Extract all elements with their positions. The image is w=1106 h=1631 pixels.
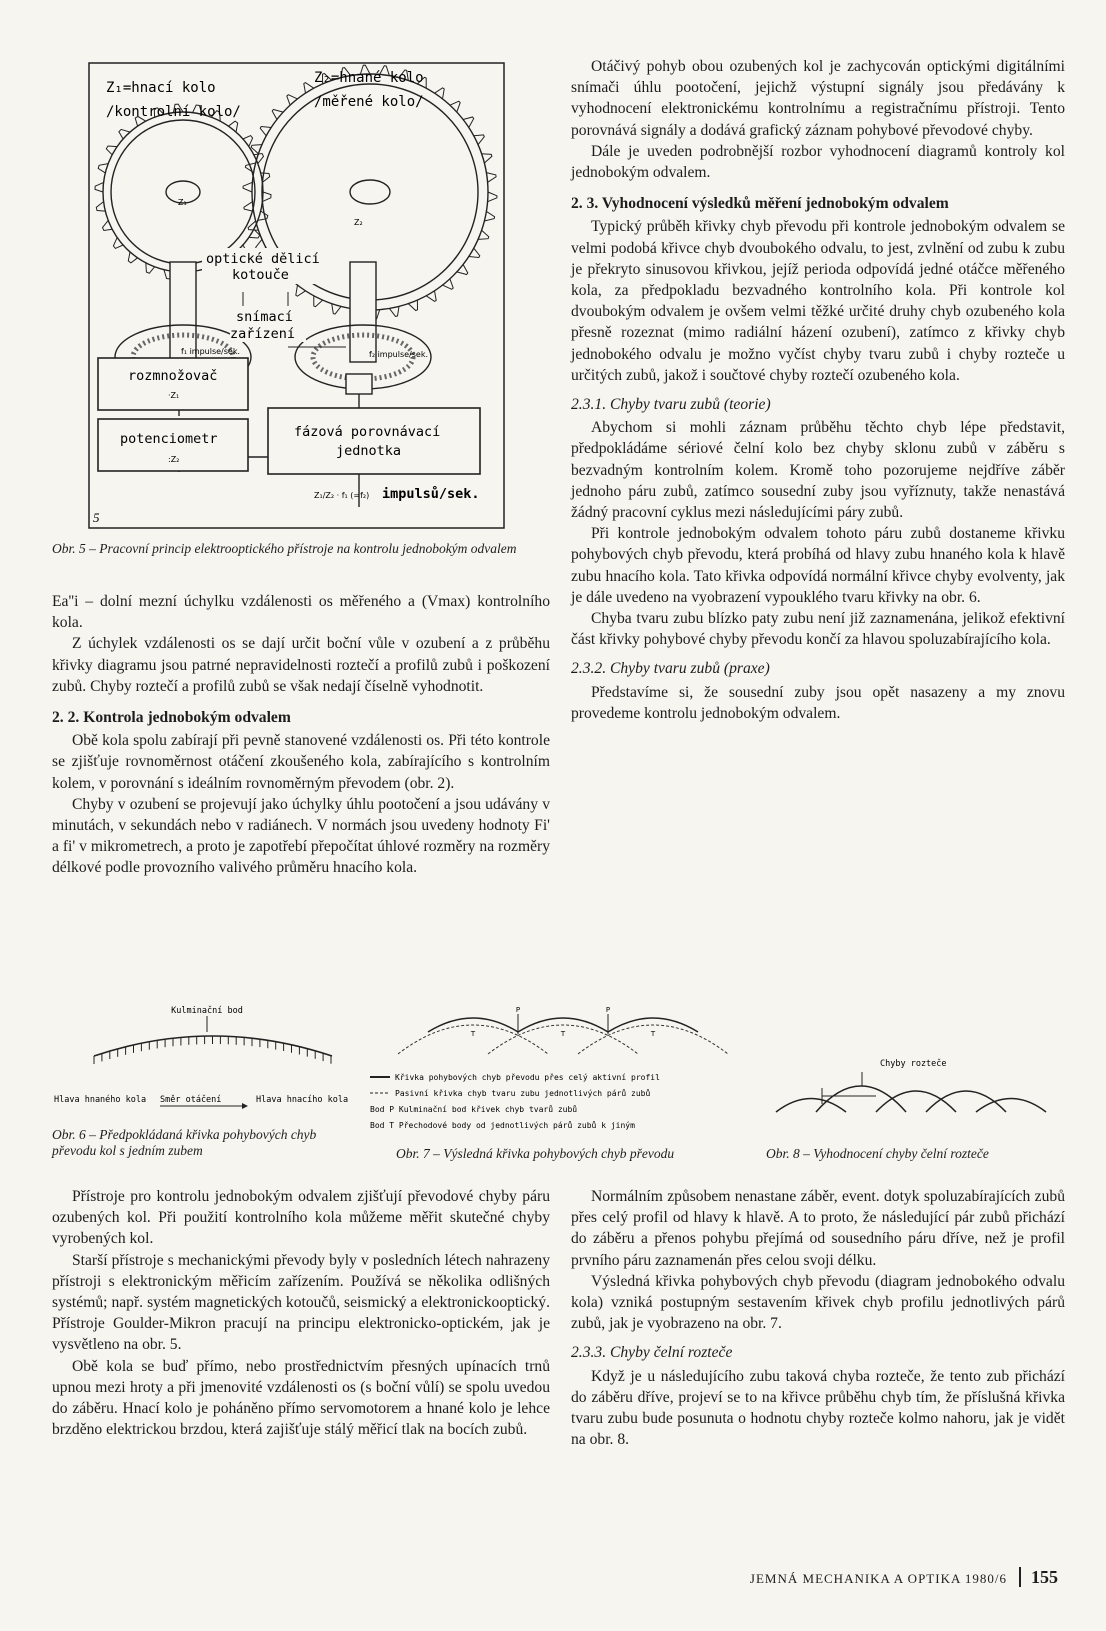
left-column-lower <box>52 1186 550 1440</box>
legend-item: Bod P Kulminační bod křivek chyb tvarů zubů <box>370 1105 578 1114</box>
gear-tooth <box>95 182 104 192</box>
right-column-lower <box>571 1186 1065 1450</box>
legend-item: Pasivní křivka chyb tvaru zubu jednotlivých párů zubů <box>395 1089 651 1098</box>
paragraph: Otáčivý pohyb obou ozubených kol je zachycován optickými digitálními snímači úhlu pootočení, jejichž výstupní signály jsou předávány k vyhodnocení elektronickému kontrolnímu a registračnímu přístroji. Tento porovnává signály a dodává grafický záznam pohybové převodové chyby. <box>571 58 1065 139</box>
page-footer <box>750 1567 1058 1588</box>
legend-item: Bod T Přechodové body od jednotlivých párů zubů k jiným <box>370 1121 635 1130</box>
figure-8-drawing <box>766 1050 1066 1146</box>
figure-8-caption: Obr. 8 – Vyhodnocení chyby čelní rozteče <box>766 1146 989 1161</box>
figure-6-caption: Obr. 6 – Předpokládaná křivka pohybových chyb převodu kol s jedním zubem <box>52 1127 317 1158</box>
driven-head-label: Hlava hnaného kola <box>54 1095 147 1105</box>
pitch-error-label: Chyby rozteče <box>880 1059 947 1069</box>
paragraph: Abychom si mohli záznam průběhu těchto chyb lépe představit, předpokládáme sériové čelní kolo bez chyby sklonu zubů v záběru s bezvadným kontrolním kolem. Kromě toho pozorujeme nejdříve záběr jednoho páru zubů, zatímco sousední zuby jsou vyříznuty, takže nenastává žádný pracovní cyklus mezi následujícími páry zubů. <box>571 419 1065 522</box>
gear-tooth <box>243 182 252 192</box>
potentiometer-sub: :Z₂ <box>168 455 180 464</box>
journal-name: JEMNÁ MECHANIKA A OPTIKA 1980/6 <box>749 1571 1007 1586</box>
paragraph: Obě kola se buď přímo, nebo prostřednictvím přesných upínacích trnů upnou mezi hroty a při jmenovité vzdálenosti os (s boční vůlí) se spolu uvedou do záběru. Hnací kolo je poháněno přímo servomotorem a hnané kolo je lehce brzděno elektrickou brzdou, která zajišťuje stálý měřicí tlak na bocích zubů. <box>52 1357 550 1439</box>
paragraph: Chyby v ozubení se projevují jako úchylky úhlu pootočení a jsou udávány v minutách, v sekundách nebo v radiánech. V normách jsou uvedeny hodnoty Fi' a fi' v mikrometrech, a proto je zapotřebí přepočítat úhlové rozměry na rozměry délkové podle provozního valivého průměru hnacího kola. <box>52 795 550 877</box>
figure-7-caption: Obr. 7 – Výsledná křivka pohybových chyb převodu <box>396 1146 675 1161</box>
figure-number: 5 <box>93 510 100 525</box>
rotation-direction-label: Směr otáčení <box>160 1095 222 1105</box>
left-column-upper <box>52 591 550 879</box>
figure-5 <box>88 62 506 530</box>
legend-item: Křivka pohybových chyb převodu přes celý aktivní profil <box>395 1073 660 1082</box>
gear1-label: Z₁ <box>178 198 187 207</box>
paragraph: Normálním způsobem nenastane záběr, event. dotyk spoluzabírajících zubů přes celý profil od hlavy k hlavě. A to proto, že následující pár zubů přichází do záběru a přenos pohybu přejímá od sousedního páru dříve, než je profil prvního páru zaznamenán přes celou svoji délku. <box>571 1188 1065 1269</box>
paragraph: Představíme si, že sousední zuby jsou opět nasazeny a my znovu provedeme kontrolu jednobokým odvalem. <box>571 683 1065 722</box>
f2-pulses: f₂ impulse/sek. <box>369 350 429 359</box>
paragraph: Výsledná křivka pohybových chyb převodu (diagram jednobokého odvalu kola) vzniká postupným sestavením křivek chyb profilu jednotlivých párů zubů, jak je vyobrazeno na obr. 7. <box>571 1272 1065 1333</box>
ea-definition: Ea''i – dolní mezní úchylku vzdálenosti os měřeného a (Vmax) kontrolního kola. <box>52 593 550 632</box>
point-p-label: P <box>515 1006 521 1014</box>
driving-head-label: Hlava hnacího kola <box>256 1095 349 1105</box>
section-heading-2-3: 2. 3. Vyhodnocení výsledků měření jednobokým odvalem <box>571 195 949 213</box>
section-heading-2-3-1: 2.3.1. Chyby tvaru zubů (teorie) <box>571 396 771 414</box>
optical-disks-label-2: kotouče <box>232 267 289 283</box>
f1-pulses: f₁ impulse/sek. <box>181 347 241 356</box>
figure-8 <box>766 1050 1066 1146</box>
gear-tooth <box>106 146 117 155</box>
multiplier-label: rozmnožovač <box>128 368 218 384</box>
sensing-label: snímací <box>236 309 293 325</box>
point-t-label: T <box>560 1030 566 1038</box>
phase-unit-label-2: jednotka <box>336 443 402 459</box>
figure-5-caption: Obr. 5 – Pracovní princip elektrooptického přístroje na kontrolu jednobokým odvalem <box>52 541 517 556</box>
potentiometer-label: potenciometr <box>120 431 218 447</box>
paragraph: Chyba tvaru zubu blízko paty zubu není již zaznamenána, jelikož efektivní část křivky pohybové chyby převodu končí za hlavou spoluzabírajícího kola. <box>571 610 1065 649</box>
figure-7-drawing <box>368 1004 748 1146</box>
z1-label: Z₁=hnací kolo <box>106 80 216 96</box>
culmination-point-label: Kulminační bod <box>171 1006 243 1016</box>
paragraph: Přístroje pro kontrolu jednobokým odvalem zjišťují převodové chyby páru ozubených kol. Při použití kontrolního kola můžeme měřit skutečné chyby vyrobených kol. <box>52 1188 550 1248</box>
gear-tooth <box>488 192 497 202</box>
formula-unit: impulsů/sek. <box>382 486 480 502</box>
paragraph: Starší přístroje s mechanickými převody byly v posledních létech nahrazeny přístroji s elektronickým měřicím zařízením. Používá se několika odlišných systémů; např. systém magnetických kotoučů, seismický a elektronickooptický. Přístroje Goulder-Mikron pracují na principu elektronicko-optickém, jak je vysvětleno na obr. 5. <box>52 1251 550 1354</box>
phase-unit-label: fázová porovnávací <box>294 424 441 440</box>
section-heading-2-3-3: 2.3.3. Chyby čelní rozteče <box>571 1344 733 1362</box>
paragraph: Když je u následujícího zubu taková chyba rozteče, že tento zub přichází do záběru dříve, projeví se to na křivce průběhu chyb tím, že příslušná křivka tvaru zubu bude posunuta o hodnotu chyby rozteče kolmo nahoru, jak je vidět na obr. 8. <box>571 1367 1065 1449</box>
paragraph: Dále je uveden podrobnější rozbor vyhodnocení diagramů kontroly kol jednobokým odvalem. <box>571 142 1065 182</box>
section-heading-2-3-2: 2.3.2. Chyby tvaru zubů (praxe) <box>571 660 770 678</box>
paragraph: Obě kola spolu zabírají při pevně stanovené vzdálenosti os. Při této kontrole se zjišťuje rovnoměrnost otáčení zkoušeného kola, zabírajícího s kontrolním kolem, v porovnání s ideálním rovnoměrným převodem (obr. 2). <box>52 732 550 792</box>
point-p-label: P <box>605 1006 611 1014</box>
point-t-label: T <box>650 1030 656 1038</box>
paragraph: Z úchylek vzdálenosti os se dají určit boční vůle v ozubení a z průběhu křivky diagramu jsou patrné nepravidelnosti roztečí a profilů zubů i poškození zubů. Chyby roztečí a profilů zubů se však nedají číselně vyhodnotit. <box>52 635 550 695</box>
figure-6-drawing <box>52 1004 352 1122</box>
page-number: 155 <box>1019 1567 1058 1587</box>
figure-5-drawing <box>88 62 506 530</box>
figure-6 <box>52 1004 352 1122</box>
sensing-label-2: zařízení <box>230 326 296 342</box>
z1-sublabel: /kontrolní kolo/ <box>106 104 241 120</box>
gear-tooth <box>262 192 271 202</box>
right-column-upper <box>571 56 1065 724</box>
figure-7 <box>368 1004 748 1146</box>
section-heading-2-2: 2. 2. Kontrola jednobokým odvalem <box>52 709 291 727</box>
paragraph: Při kontrole jednobokým odvalem tohoto páru zubů dostaneme křivku pohybových chyb převodu, která probíhá od hlavy zubu hnaného kola k hlavě zubu hnacího kola. Tato křivka odpovídá normální křivce chyby evolventy, jak je dále uvedeno na vyobrazení vypouklého tvaru křivky na obr. 6. <box>571 525 1065 606</box>
z2-label: Z₂=hnané kolo <box>314 70 424 86</box>
point-t-label: T <box>470 1030 476 1038</box>
optical-disks-label: optické dělicí <box>206 251 320 267</box>
paragraph: Typický průběh křivky chyb převodu při kontrole jednobokým odvalem se velmi podobá křivce chyb dvoubokého odvalu, to jest, zvlnění od zubu k zubu je překryto sinusovou křivkou, jejíž perioda odpovídá jedné otáčce měřeného kola, za předpokladu bezvadného kontrolního kola. Při kontrole kol dvoubokým odvalem je ovšem velmi těžké určité druhy chyb ozubeného kola přesně rozeznat (mimo radiální házení ozubení), zatímco z křivky chyb jednobokého odvalu je možno vyčíst chyby tvaru zubů i chyby rozteče u určitých zubů, jakož i součtové chyby roztečí ozubeného kola. <box>571 218 1065 384</box>
gear2-label: Z₂ <box>354 218 363 227</box>
formula-prefix: Z₁/Z₂ · f₁ (=f₂) <box>314 491 370 500</box>
multiplier-sub: ·Z₁ <box>168 391 180 400</box>
z2-sublabel: /měřené kolo/ <box>314 94 424 110</box>
